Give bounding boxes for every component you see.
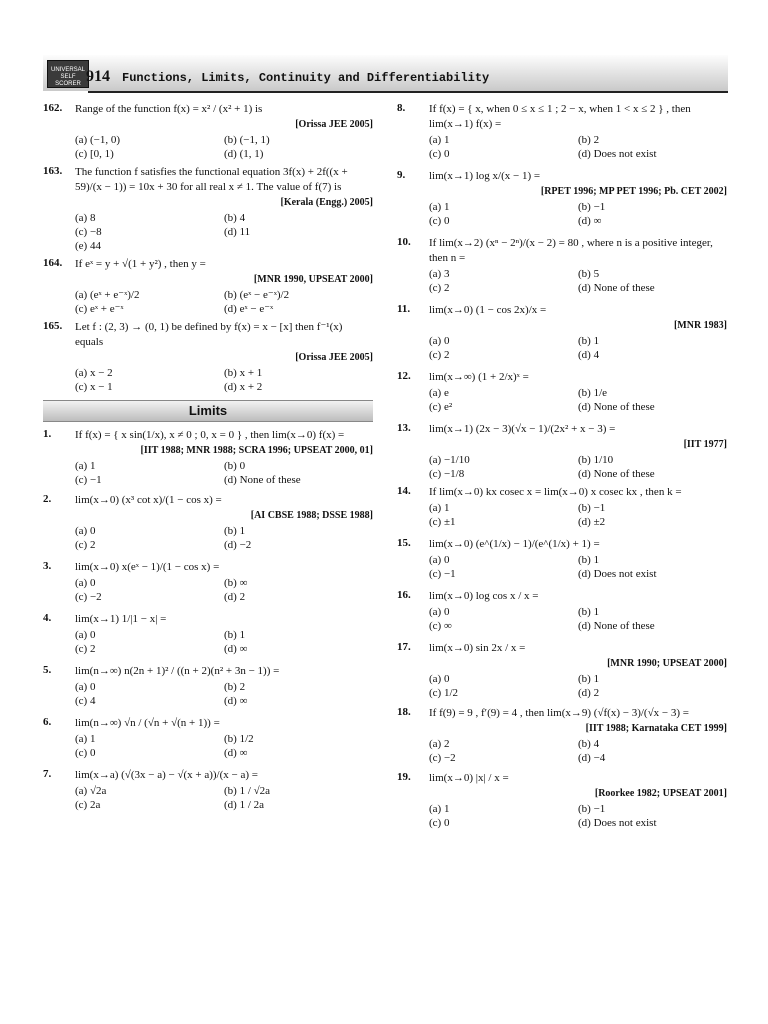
answer-option[interactable]: (b) 1 (578, 554, 600, 566)
question (43, 320, 373, 394)
answer-option[interactable]: (d) None of these (224, 474, 301, 486)
section-header (43, 400, 373, 422)
question-text: Range of the function f(x) = x² / (x² + 1) is (75, 103, 263, 115)
answer-option[interactable]: (b) −1 (578, 803, 606, 815)
answer-option[interactable]: (b) 1 / √2a (224, 785, 271, 797)
question (43, 102, 373, 161)
question-number: 1. (43, 428, 52, 440)
answer-option[interactable]: (d) Does not exist (578, 568, 657, 580)
question-source: [Roorkee 1982; UPSEAT 2001] (594, 788, 727, 799)
options-grid (75, 577, 373, 604)
question-text: If lim(x→0) kx cosec x = lim(x→0) x cosec kx , then k = (429, 486, 682, 498)
question-text: lim(n→∞) n(2n + 1)² / ((n + 2)(n² + 3n − 1)) = (75, 665, 280, 677)
question-text: lim(x→0) (x³ cot x)/(1 − cos x) = (75, 494, 222, 506)
answer-option[interactable]: (b) 2 (224, 681, 246, 693)
answer-option[interactable]: (b) x + 1 (224, 367, 263, 379)
answer-option[interactable]: (b) 0 (224, 460, 246, 472)
question (397, 589, 727, 633)
answer-option[interactable]: (a) 0 (75, 681, 96, 693)
answer-option[interactable]: (b) 1 (578, 335, 600, 347)
question-number: 2. (43, 493, 52, 505)
answer-option[interactable]: (c) −8 (75, 226, 102, 238)
page-number: 914 (86, 68, 110, 85)
answer-option[interactable]: (d) ∞ (224, 695, 248, 707)
question-source: [MNR 1990, UPSEAT 2000] (253, 274, 373, 285)
answer-option[interactable]: (c) 0 (429, 148, 450, 160)
question (397, 485, 727, 529)
question (43, 165, 373, 253)
question-text: If lim(x→2) (xⁿ − 2ⁿ)/(x − 2) = 80 , where n is a positive integer, then n = (429, 237, 713, 264)
answer-option[interactable]: (a) 0 (429, 335, 450, 347)
question-number: 5. (43, 664, 52, 676)
answer-option[interactable]: (a) 1 (75, 733, 96, 745)
question-number: 165. (43, 320, 63, 332)
question-text: lim(x→1) log x/(x − 1) = (429, 170, 541, 182)
question-text: The function f satisfies the functional equation 3f(x) + 2f((x + 59)/(x − 1)) = 10x + 30 for all real x ≠ 1. The value of f(7) is (75, 166, 348, 193)
options-grid (429, 454, 727, 481)
question-number: 11. (397, 303, 411, 315)
question-text: lim(x→∞) (1 + 2/x)ˣ = (429, 371, 529, 383)
question-text: If f(x) = { x sin(1/x), x ≠ 0 ; 0, x = 0 } , then lim(x→0) f(x) = (75, 429, 345, 441)
question (43, 664, 373, 708)
question-number: 17. (397, 641, 411, 653)
question (43, 493, 373, 552)
answer-option[interactable]: (a) e (429, 387, 449, 399)
answer-option[interactable]: (a) 2 (429, 738, 450, 750)
question (397, 706, 727, 765)
question-source: [Orissa JEE 2005] (295, 352, 373, 363)
left-column (43, 102, 373, 812)
question (397, 771, 727, 830)
answer-option[interactable]: (c) x − 1 (75, 381, 113, 393)
question-number: 10. (397, 236, 411, 248)
options-grid (429, 673, 727, 700)
question-number: 15. (397, 537, 411, 549)
answer-option[interactable]: (c) −1 (75, 474, 102, 486)
question-source: [MNR 1983] (673, 320, 727, 331)
answer-option[interactable]: (c) −1/8 (429, 468, 465, 480)
answer-option[interactable]: (d) None of these (578, 620, 655, 632)
answer-option[interactable]: (d) 11 (224, 226, 251, 238)
header-rule (88, 91, 728, 93)
answer-option[interactable]: (b) 5 (578, 268, 600, 280)
options-grid (75, 525, 373, 552)
answer-option[interactable]: (c) ±1 (429, 516, 456, 528)
answer-option[interactable]: (b) 1/2 (224, 733, 254, 745)
answer-option[interactable]: (b) 1/10 (578, 454, 614, 466)
question-text: If eˣ = y + √(1 + y²) , then y = (75, 258, 206, 270)
answer-option[interactable]: (d) Does not exist (578, 148, 657, 160)
question-text: lim(x→a) (√(3x − a) − √(x + a))/(x − a) = (75, 769, 258, 781)
answer-option[interactable]: (d) 2 (224, 591, 246, 603)
answer-option[interactable]: (d) ±2 (578, 516, 606, 528)
question (43, 560, 373, 604)
question-text: If f(9) = 9 , f′(9) = 4 , then lim(x→9) (√f(x) − 3)/(√x − 3) = (429, 707, 689, 719)
answer-option[interactable]: (d) 4 (578, 349, 600, 361)
answer-option[interactable]: (d) 2 (578, 687, 600, 699)
answer-option[interactable]: (c) 2 (429, 282, 450, 294)
options-grid (429, 335, 727, 362)
question-text: lim(n→∞) √n / (√n + √(n + 1)) = (75, 717, 220, 729)
answer-option[interactable]: (b) 1 (224, 525, 246, 537)
publisher-logo: UNIVERSAL SELF SCORER (47, 60, 89, 88)
answer-option[interactable]: (d) ∞ (224, 643, 248, 655)
answer-option[interactable]: (b) 1/e (578, 387, 608, 399)
answer-option[interactable]: (b) −1 (578, 201, 606, 213)
question (43, 257, 373, 316)
question (397, 303, 727, 362)
answer-option[interactable]: (c) 0 (75, 747, 96, 759)
answer-option[interactable]: (a) 0 (75, 629, 96, 641)
question-source: [IIT 1988; MNR 1988; SCRA 1996; UPSEAT 2000, 01] (140, 445, 373, 456)
question-number: 12. (397, 370, 411, 382)
answer-option[interactable]: (c) 0 (429, 215, 450, 227)
answer-option[interactable]: (a) 0 (75, 525, 96, 537)
answer-option[interactable]: (d) (1, 1) (224, 148, 264, 160)
options-grid (429, 502, 727, 529)
answer-option[interactable]: (c) 2 (75, 539, 96, 551)
options-grid (429, 738, 727, 765)
question-text: Let f : (2, 3) → (0, 1) be defined by f(x) = x − [x] then f⁻¹(x) equals (75, 321, 343, 348)
answer-option[interactable]: (b) (−1, 1) (224, 134, 270, 146)
answer-option[interactable]: (c) ∞ (429, 620, 452, 632)
question-number: 163. (43, 165, 63, 177)
answer-option[interactable]: (d) 1 / 2a (224, 799, 265, 811)
question-source: [Kerala (Engg.) 2005] (280, 197, 373, 208)
options-grid (75, 785, 373, 812)
options-grid (75, 289, 373, 316)
answer-option[interactable]: (a) √2a (75, 785, 107, 797)
answer-option[interactable] (224, 240, 373, 253)
question-number: 13. (397, 422, 411, 434)
answer-option[interactable]: (d) Does not exist (578, 817, 657, 829)
answer-option[interactable]: (b) 1 (578, 673, 600, 685)
answer-option[interactable]: (c) −1 (429, 568, 456, 580)
question-text: lim(x→0) (1 − cos 2x)/x = (429, 304, 547, 316)
answer-option[interactable]: (d) None of these (578, 468, 655, 480)
options-grid (429, 803, 727, 830)
question (397, 102, 727, 161)
answer-option[interactable]: (b) 1 (578, 606, 600, 618)
answer-option[interactable]: (b) 4 (578, 738, 600, 750)
answer-option[interactable]: (c) eˣ + e⁻ˣ (75, 303, 124, 315)
answer-option[interactable]: (c) 2a (75, 799, 101, 811)
answer-option[interactable]: (a) x − 2 (75, 367, 113, 379)
question-number: 8. (397, 102, 406, 114)
answer-option[interactable]: (d) eˣ − e⁻ˣ (224, 303, 274, 315)
question-number: 19. (397, 771, 411, 783)
answer-option[interactable]: (a) (eˣ + e⁻ˣ)/2 (75, 289, 140, 301)
question-text: lim(x→0) x(eˣ − 1)/(1 − cos x) = (75, 561, 220, 573)
question (397, 537, 727, 581)
question (397, 422, 727, 481)
question-text: lim(x→0) |x| / x = (429, 772, 509, 784)
question-source: [IIT 1988; Karnataka CET 1999] (585, 723, 727, 734)
answer-option[interactable]: (a) 3 (429, 268, 450, 280)
options-grid (429, 606, 727, 633)
answer-option[interactable]: (a) 1 (429, 803, 450, 815)
answer-option[interactable]: (a) 1 (429, 201, 450, 213)
answer-option[interactable]: (c) −2 (429, 752, 456, 764)
answer-option[interactable]: (a) (−1, 0) (75, 134, 120, 146)
answer-option[interactable]: (d) x + 2 (224, 381, 263, 393)
answer-option[interactable]: (a) 0 (75, 577, 96, 589)
question-text: lim(x→0) log cos x / x = (429, 590, 539, 602)
answer-option[interactable]: (d) ∞ (224, 747, 248, 759)
question (43, 768, 373, 812)
question (43, 716, 373, 760)
answer-option[interactable]: (c) e² (429, 401, 453, 413)
options-grid (429, 201, 727, 228)
options-grid (429, 268, 727, 295)
answer-option[interactable]: (a) 1 (429, 502, 450, 514)
options-grid (429, 134, 727, 161)
answer-option[interactable]: (b) −1 (578, 502, 606, 514)
question-number: 18. (397, 706, 411, 718)
answer-option[interactable]: (c) 4 (75, 695, 96, 707)
answer-option[interactable]: (d) None of these (578, 401, 655, 413)
answer-option[interactable]: (c) −2 (75, 591, 102, 603)
options-grid (75, 367, 373, 394)
answer-option[interactable]: (b) 2 (578, 134, 600, 146)
question (397, 370, 727, 414)
answer-option[interactable]: (c) 1/2 (429, 687, 459, 699)
options-grid (429, 554, 727, 581)
right-column (397, 102, 727, 830)
answer-option[interactable]: (d) −4 (578, 752, 606, 764)
answer-option[interactable]: (a) 0 (429, 554, 450, 566)
answer-option[interactable]: (a) −1/10 (429, 454, 470, 466)
answer-option[interactable]: (a) 0 (429, 606, 450, 618)
answer-option[interactable]: (a) 8 (75, 212, 96, 224)
question-source: [AI CBSE 1988; DSSE 1988] (250, 510, 373, 521)
page-header (43, 55, 728, 93)
question (43, 428, 373, 487)
question-source: [IIT 1977] (683, 439, 727, 450)
question-text: If f(x) = { x, when 0 ≤ x ≤ 1 ; 2 − x, when 1 < x ≤ 2 } , then lim(x→1) f(x) = (429, 103, 691, 130)
question-text: lim(x→0) (e^(1/x) − 1)/(e^(1/x) + 1) = (429, 538, 600, 550)
answer-option[interactable]: (c) [0, 1) (75, 148, 114, 160)
question-number: 162. (43, 102, 63, 114)
answer-option[interactable]: (c) 2 (429, 349, 450, 361)
question-source: [MNR 1990; UPSEAT 2000] (607, 658, 727, 669)
answer-option[interactable]: (b) 4 (224, 212, 246, 224)
options-grid (75, 134, 373, 161)
question-number: 14. (397, 485, 411, 497)
question-source: [Orissa JEE 2005] (295, 119, 373, 130)
answer-option[interactable]: (b) 1 (224, 629, 246, 641)
answer-option[interactable]: (b) (eˣ − e⁻ˣ)/2 (224, 289, 290, 301)
answer-option[interactable]: (a) 1 (429, 134, 450, 146)
question (397, 169, 727, 228)
options-grid (429, 387, 727, 414)
options-grid (75, 629, 373, 656)
question (43, 612, 373, 656)
question-number: 16. (397, 589, 411, 601)
answer-option[interactable]: (c) 0 (429, 817, 450, 829)
question-number: 6. (43, 716, 52, 728)
answer-option[interactable]: (b) ∞ (224, 577, 248, 589)
options-grid (75, 460, 373, 487)
question (397, 641, 727, 700)
chapter-title: Functions, Limits, Continuity and Differentiability (122, 71, 490, 85)
question-text: lim(x→0) sin 2x / x = (429, 642, 526, 654)
answer-option[interactable]: (d) None of these (578, 282, 655, 294)
question-text: lim(x→1) 1/|1 − x| = (75, 613, 167, 625)
question-number: 4. (43, 612, 52, 624)
question-number: 7. (43, 768, 52, 780)
question-source: [RPET 1996; MP PET 1996; Pb. CET 2002] (540, 186, 727, 197)
question-text: lim(x→1) (2x − 3)(√x − 1)/(2x² + x − 3) = (429, 423, 616, 435)
options-grid (75, 681, 373, 708)
answer-option[interactable]: (e) 44 (75, 240, 101, 252)
answer-option[interactable]: (d) ∞ (578, 215, 602, 227)
question (397, 236, 727, 295)
answer-option[interactable]: (c) 2 (75, 643, 96, 655)
answer-option[interactable]: (d) −2 (224, 539, 252, 551)
question-number: 164. (43, 257, 63, 269)
question-number: 3. (43, 560, 52, 572)
options-grid (75, 733, 373, 760)
options-grid (75, 212, 373, 253)
answer-option[interactable]: (a) 0 (429, 673, 450, 685)
question-number: 9. (397, 169, 406, 181)
answer-option[interactable]: (a) 1 (75, 460, 96, 472)
section-title: Limits (188, 403, 228, 418)
